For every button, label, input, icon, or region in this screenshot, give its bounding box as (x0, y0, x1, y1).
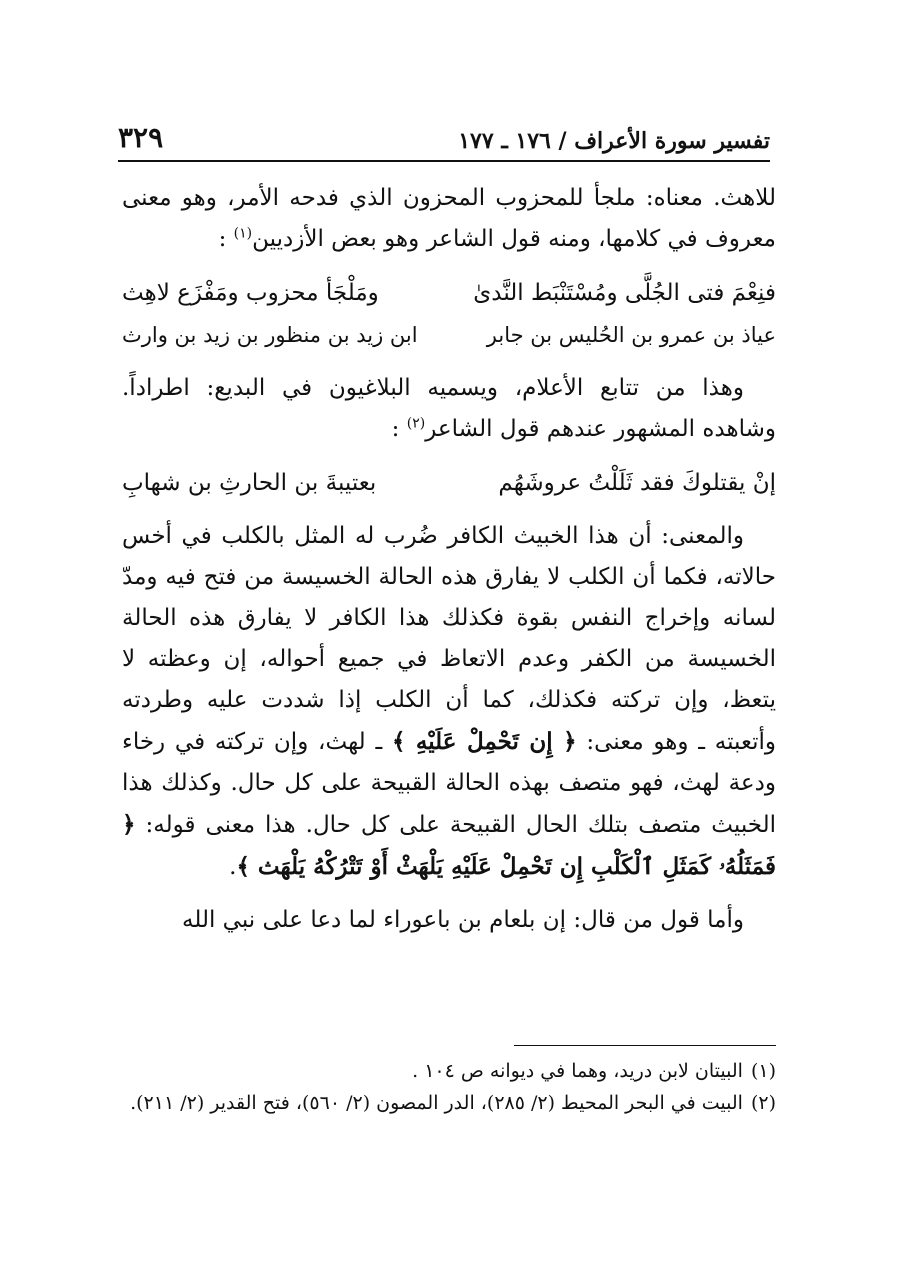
main-text (122, 178, 776, 941)
running-title: تفسير سورة الأعراف / ١٧٦ ـ ١٧٧ (458, 128, 770, 154)
names-first-half: عياذ بن عمرو بن الحُليس بن جابر (486, 323, 776, 347)
paragraph-1 (122, 178, 776, 260)
verse-2-second-hemistich: بعتيبةَ بن الحارثِ بن شهابِ (122, 470, 377, 496)
footnotes (122, 1055, 776, 1119)
paragraph-3-text-a: والمعنى: أن هذا الخبيث الكافر ضُرب له المثل بالكلب في أخس حالاته، فكما أن الكلب لا يفارق هذه الحالة الخسيسة من فتح فيه ومدّ لسانه وإخراج النفس بقوة فكذلك هذا الكافر لا يفارق هذه الحالة الخسيسة من الكفر وعدم الاتعاظ في جميع أحواله، إن وعظته لا يتعظ، وإن تركته فكذلك، كما أن الكلب إذا شددت عليه وطردته وأتعبته ـ وهو معنى: (122, 523, 776, 755)
poem-verse-1 (122, 272, 776, 314)
page-number: ٣٢٩ (118, 121, 164, 154)
quran-quote-2: ﴿ فَمَثَلُهُۥ كَمَثَلِ ٱلْكَلْبِ إِن تَحْمِلْ عَلَيْهِ يَلْهَثْ أَوْ تَتْرُكْهُ يَلْهَث ﴾ (122, 811, 776, 880)
paragraph-3-text-b: ـ لهث، وإن تركته في رخاء ودعة لهث، فهو متصف بهذه الحالة القبيحة على كل حال. وكذلك هذا الخبيث متصف بتلك الحال القبيحة على كل حال. هذا معنى قوله: (122, 729, 777, 838)
paragraph-3 (122, 516, 776, 888)
footnote-2 (122, 1087, 776, 1119)
paragraph-2-text: وهذا من تتابع الأعلام، ويسميه البلاغيون في البديع: اطراداً. وشاهده المشهور عندهم قول الشاعر (122, 375, 776, 442)
paragraph-2-colon: : (391, 416, 400, 442)
paragraph-1-text: للاهث. معناه: ملجأ للمحزوب المحزون الذي فدحه الأمر، وهو معنى معروف في كلامها، ومنه قول الشاعر وهو بعض الأزديين (122, 185, 776, 252)
paragraph-3-end: . (229, 854, 237, 880)
footnote-2-text: البيت في البحر المحيط (٢/ ٢٨٥)، الدر المصون (٢/ ٥٦٠)، فتح القدير (٢/ ٢١١). (130, 1092, 743, 1114)
paragraph-4: وأما قول من قال: إن بلعام بن باعوراء لما دعا على نبي الله (182, 907, 744, 933)
footnote-1-number: (١) (750, 1060, 776, 1082)
footnote-1-text: البيتان لابن دريد، وهما في ديوانه ص ١٠٤ . (412, 1060, 743, 1082)
quran-quote-1: ﴿ إِن تَحْمِلْ عَلَيْهِ ﴾ (391, 728, 577, 755)
footnote-2-number: (٢) (750, 1092, 776, 1114)
paragraph-1-colon: : (218, 226, 227, 252)
page-header (118, 112, 770, 162)
verse-1-first-hemistich: فنِعْمَ فتى الجُلَّى ومُسْتَنْبَط النَّدىٰ (473, 280, 776, 306)
poem-verse-2 (122, 462, 776, 504)
paragraph-2 (122, 368, 776, 450)
verse-1-second-hemistich: ومَلْجَأ محزوب ومَفْزَع لاهِث (122, 280, 379, 306)
footnote-ref-1: (١) (233, 225, 253, 242)
footnote-ref-2: (٢) (406, 415, 426, 432)
names-second-half: ابن زيد بن منظور بن زيد بن وارث (122, 323, 418, 347)
footnote-separator (514, 1045, 776, 1046)
verse-2-first-hemistich: إنْ يقتلوكَ فقد ثَلَلْتُ عروشَهُم (498, 470, 776, 496)
poem-names-line (122, 314, 776, 356)
footnote-1 (122, 1055, 776, 1087)
